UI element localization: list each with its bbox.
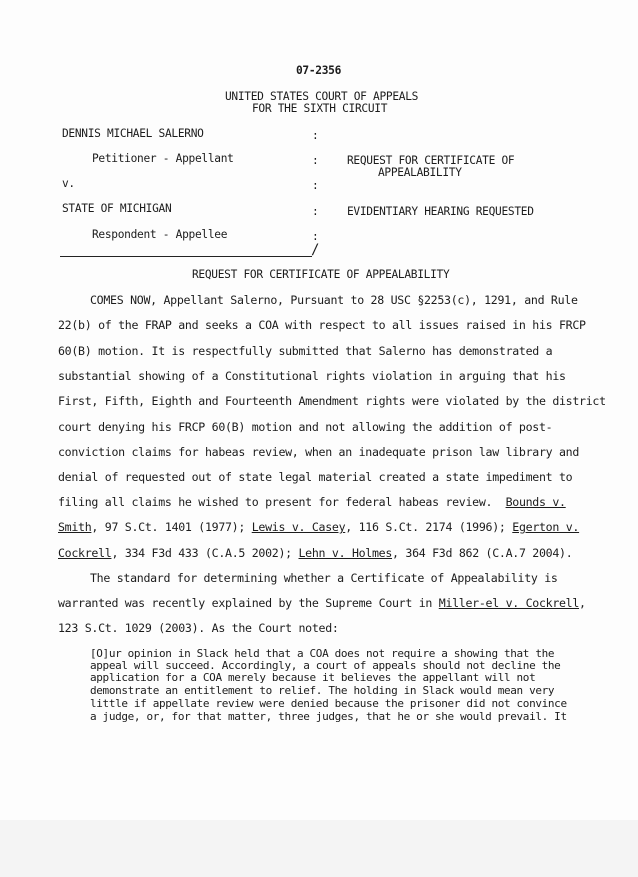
page-bottom-margin — [0, 820, 638, 877]
paragraph-2-line: 123 S.Ct. 1029 (2003). As the Court noted: — [58, 621, 339, 635]
docket-number: 07-2356 — [296, 64, 342, 77]
caption-colon: : — [312, 179, 319, 192]
request-title-line-1: REQUEST FOR CERTIFICATE OF — [347, 154, 515, 167]
respondent-role: Respondent - Appellee — [92, 228, 228, 241]
block-quote-line: demonstrate an entitlement to relief. The holding in Slack would mean very — [90, 684, 555, 697]
versus: v. — [62, 177, 75, 190]
citation-reporter: , 364 F3d 862 (C.A.7 2004). — [392, 546, 573, 560]
caption-rule — [60, 256, 312, 257]
paragraph-1-line: COMES NOW, Appellant Salerno, Pursuant to 28 USC §2253(c), 1291, and Rule — [90, 293, 578, 307]
caption-slash: / — [311, 242, 320, 258]
case-citation: Smith — [58, 520, 92, 534]
case-citation: Lewis v. Casey — [251, 520, 346, 534]
court-name-line-2: FOR THE SIXTH CIRCUIT — [252, 102, 388, 115]
paragraph-1-line: denial of requested out of state legal material created a state impediment to — [58, 470, 573, 484]
case-citation: Bounds v. — [505, 495, 566, 509]
block-quote-line: appeal will succeed. Accordingly, a court of appeals should not decline the — [90, 659, 561, 672]
court-name-line-1: UNITED STATES COURT OF APPEALS — [225, 90, 419, 103]
paragraph-1-line: First, Fifth, Eighth and Fourteenth Amendment rights were violated by the district — [58, 394, 606, 408]
paragraph-2-text: warranted was recently explained by the Supreme Court in — [58, 596, 439, 610]
respondent-name: STATE OF MICHIGAN — [62, 202, 172, 215]
paragraph-2-text: , — [579, 596, 586, 610]
citation-reporter: , 97 S.Ct. 1401 (1977); — [91, 520, 252, 534]
petitioner-name: DENNIS MICHAEL SALERNO — [62, 127, 204, 140]
caption-colon: : — [312, 154, 319, 167]
caption-colon: : — [312, 129, 319, 142]
citations-line — [58, 520, 579, 534]
paragraph-2-line: The standard for determining whether a Certificate of Appealability is — [90, 571, 558, 585]
citation-reporter: , 334 F3d 433 (C.A.5 2002); — [111, 546, 299, 560]
request-title-line-2: APPEALABILITY — [378, 166, 462, 179]
case-citation: Cockrell — [58, 546, 112, 560]
petitioner-role: Petitioner - Appellant — [92, 152, 234, 165]
citation-reporter: , 116 S.Ct. 2174 (1996); — [345, 520, 513, 534]
section-heading: REQUEST FOR CERTIFICATE OF APPEALABILITY — [192, 268, 450, 281]
paragraph-1-line: 22(b) of the FRAP and seeks a COA with respect to all issues raised in his FRCP — [58, 318, 586, 332]
paragraph-1-line: 60(B) motion. It is respectfully submitted that Salerno has demonstrated a — [58, 344, 553, 358]
block-quote-line: application for a COA merely because it believes the appellant will not — [90, 671, 536, 684]
paragraph-1-text: filing all claims he wished to present for federal habeas review. — [58, 495, 493, 509]
paragraph-1-line: court denying his FRCP 60(B) motion and not allowing the addition of post- — [58, 420, 553, 434]
case-citation: Egerton v. — [512, 520, 580, 534]
paragraph-2-line — [58, 596, 586, 610]
caption-colon: : — [312, 230, 319, 243]
paragraph-1-line: substantial showing of a Constitutional rights violation in arguing that his — [58, 369, 566, 383]
case-citation: Miller-el v. Cockrell — [438, 596, 580, 610]
block-quote-line: a judge, or, for that matter, three judges, that he or she would prevail. It — [90, 710, 567, 723]
paragraph-1-line: conviction claims for habeas review, when an inadequate prison law library and — [58, 445, 580, 459]
caption-colon: : — [312, 205, 319, 218]
block-quote-line: little if appellate review were denied because the prisoner did not convince — [90, 697, 567, 710]
citations-line — [58, 546, 572, 560]
block-quote-line: [O]ur opinion in Slack held that a COA does not require a showing that the — [90, 647, 555, 660]
evidentiary-hearing-requested: EVIDENTIARY HEARING REQUESTED — [347, 205, 534, 218]
case-citation: Lehn v. Holmes — [298, 546, 393, 560]
paragraph-1-line — [58, 495, 566, 509]
